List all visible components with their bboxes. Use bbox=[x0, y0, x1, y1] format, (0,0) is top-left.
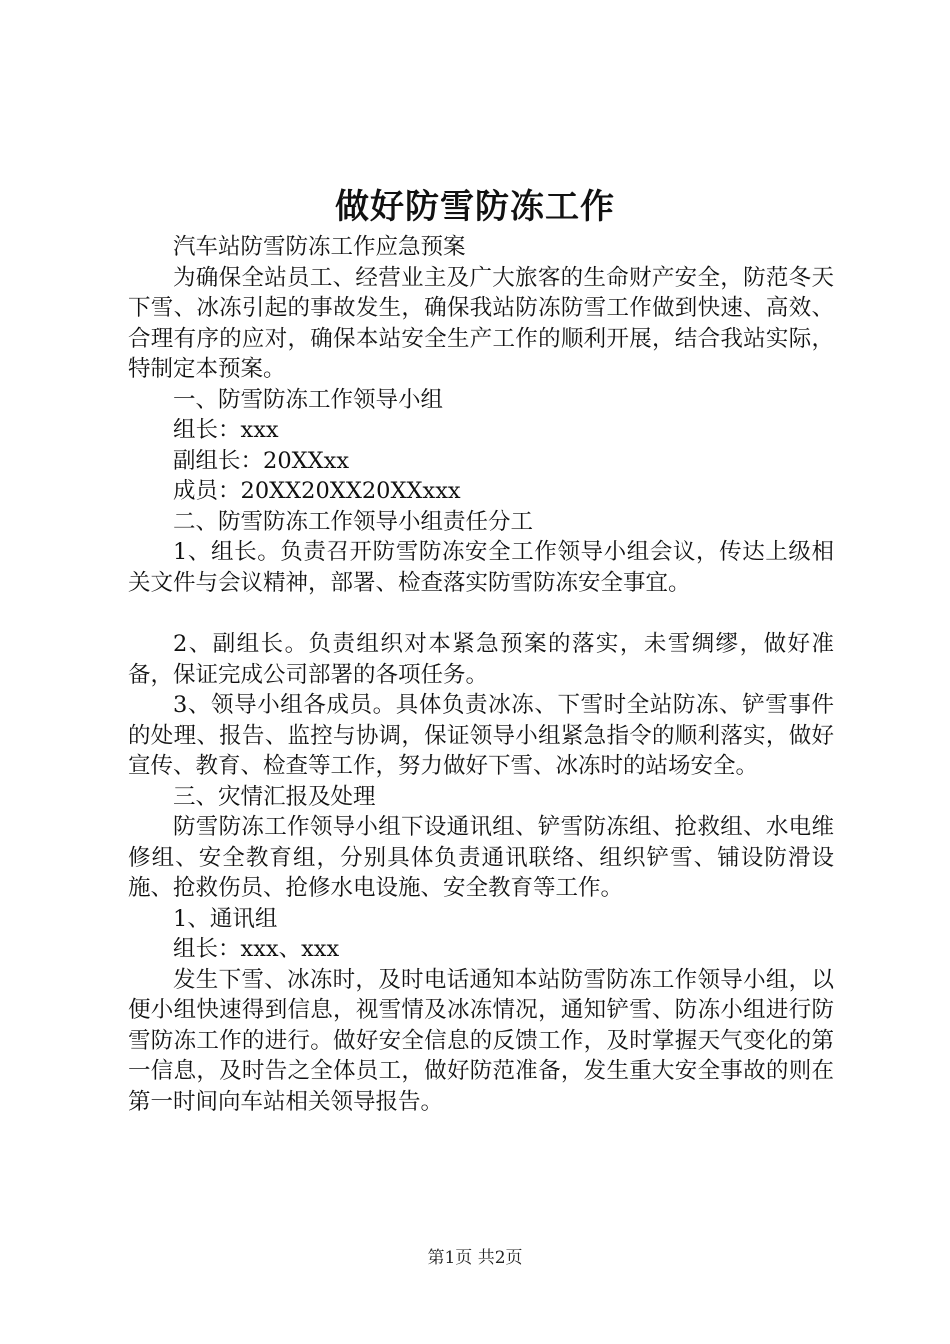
paragraph-responsibility-leader: 1、组长。负责召开防雪防冻安全工作领导小组会议，传达上级相关文件与会议精神，部署、检查落实防雪防冻安全事宜。 bbox=[128, 539, 834, 596]
document-title: 做好防雪防冻工作 bbox=[335, 187, 615, 227]
document-body bbox=[128, 232, 834, 1117]
section-heading-leadership-group: 一、防雪防冻工作领导小组 bbox=[173, 386, 444, 413]
paragraph-responsibility-deputy: 2、副组长。负责组织对本紧急预案的落实，未雪绸缪，做好准备，保证完成公司部署的各项任务。 bbox=[128, 631, 834, 688]
section-heading-responsibilities: 二、防雪防冻工作领导小组责任分工 bbox=[173, 508, 534, 535]
paragraph-intro: 为确保全站员工、经营业主及广大旅客的生命财产安全，防范冬天下雪、冰冻引起的事故发生，确保我站防冻防雪工作做到快速、高效、合理有序的应对，确保本站安全生产工作的顺利开展，结合我站实际，特制定本预案。 bbox=[128, 264, 834, 382]
paragraph-communication-leader: 组长：xxx、xxx bbox=[173, 936, 340, 962]
subheading-communication-group: 1、通讯组 bbox=[173, 905, 278, 932]
paragraph-deputy-leader: 副组长：20XXxx bbox=[173, 447, 350, 474]
paragraph-subgroups: 防雪防冻工作领导小组下设通讯组、铲雪防冻组、抢救组、水电维修组、安全教育组，分别具体负责通讯联络、组织铲雪、铺设防滑设施、抢救伤员、抢修水电设施、安全教育等工作。 bbox=[128, 814, 834, 901]
paragraph-group-leader: 组长：xxx bbox=[173, 417, 279, 443]
section-heading-reporting: 三、灾情汇报及处理 bbox=[173, 783, 376, 810]
paragraph-responsibility-members: 3、领导小组各成员。具体负责冰冻、下雪时全站防冻、铲雪事件的处理、报告、监控与协调，保证领导小组紧急指令的顺利落实，做好宣传、教育、检查等工作，努力做好下雪、冰冻时的站场安全。 bbox=[128, 692, 834, 779]
paragraph-plan-name: 汽车站防雪防冻工作应急预案 bbox=[173, 234, 466, 260]
paragraph-communication-duties: 发生下雪、冰冻时，及时电话通知本站防雪防冻工作领导小组，以便小组快速得到信息，视雪情及冰冻情况，通知铲雪、防冻小组进行防雪防冻工作的进行。做好安全信息的反馈工作，及时掌握天气变化的第一信息，及时告之全体员工，做好防范准备，发生重大安全事故的则在第一时间向车站相关领导报告。 bbox=[128, 966, 834, 1115]
paragraph-members: 成员：20XX20XX20XXxxx bbox=[173, 478, 461, 504]
page-footer: 第1页 共2页 bbox=[427, 1248, 523, 1268]
